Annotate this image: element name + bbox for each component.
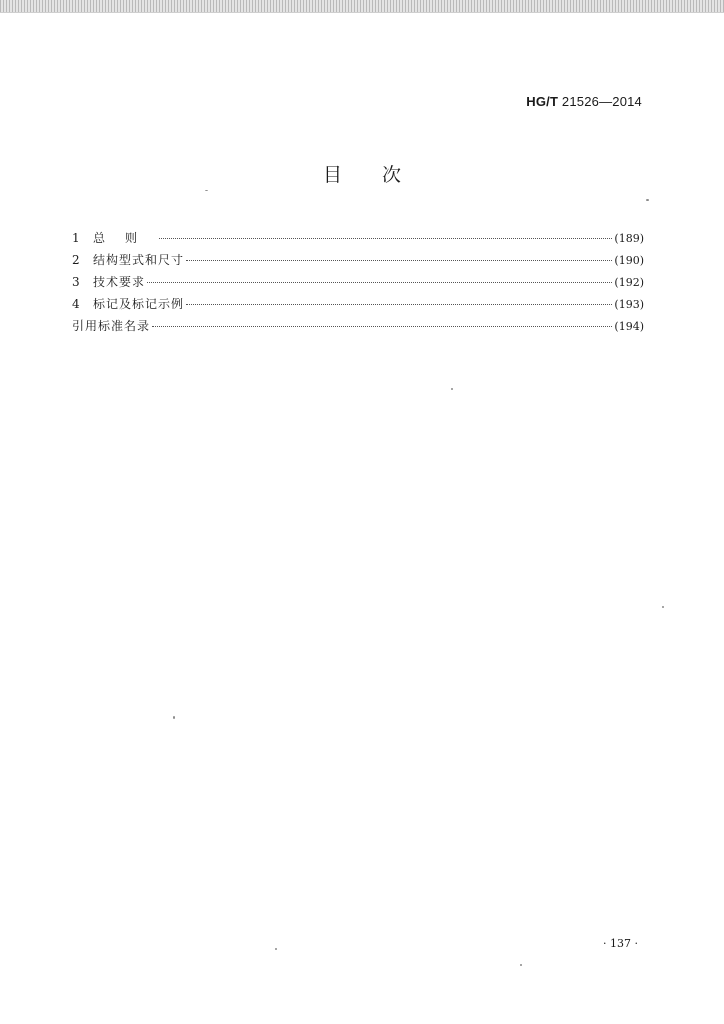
table-of-contents <box>72 229 644 339</box>
toc-entry-page: (192) <box>614 276 644 289</box>
toc-entry-number: 4 <box>72 297 80 311</box>
toc-entry-number: 1 <box>72 231 80 245</box>
scan-speck <box>646 199 649 201</box>
standard-prefix: HG/T <box>526 94 559 109</box>
scan-speck <box>205 190 208 191</box>
toc-entry[interactable] <box>72 273 644 295</box>
dot-leader <box>186 304 612 305</box>
toc-entry-number: 2 <box>72 253 80 267</box>
page-number: · 137 · <box>603 937 638 950</box>
toc-entry[interactable] <box>72 251 644 273</box>
scan-speck <box>173 716 175 719</box>
toc-entry-label: 技术要求 <box>93 275 146 289</box>
scan-speck <box>451 388 453 390</box>
toc-entry-label: 引用标准名录 <box>72 319 151 333</box>
scan-speck <box>662 606 664 608</box>
toc-entry-label: 总则 <box>93 231 158 245</box>
toc-entry-number: 3 <box>72 275 80 289</box>
toc-title: 目次 <box>322 164 441 186</box>
dot-leader <box>186 260 612 261</box>
toc-entry-page: (190) <box>614 254 644 267</box>
scan-top-edge <box>0 0 724 13</box>
scan-speck <box>275 948 277 950</box>
toc-entry-page: (189) <box>614 232 644 245</box>
standard-number: 21526—2014 <box>561 94 642 109</box>
toc-entry-page: (193) <box>614 298 644 311</box>
toc-entry-page: (194) <box>614 320 644 333</box>
dot-leader <box>159 238 612 239</box>
standard-number-header <box>526 94 642 109</box>
toc-entry[interactable] <box>72 229 644 251</box>
toc-entry-label: 结构型式和尺寸 <box>93 253 185 267</box>
dot-leader <box>147 282 612 283</box>
scan-speck <box>520 964 522 966</box>
toc-entry-label: 标记及标记示例 <box>93 297 185 311</box>
dot-leader <box>152 326 612 327</box>
toc-entry[interactable] <box>72 317 644 339</box>
toc-entry[interactable] <box>72 295 644 317</box>
